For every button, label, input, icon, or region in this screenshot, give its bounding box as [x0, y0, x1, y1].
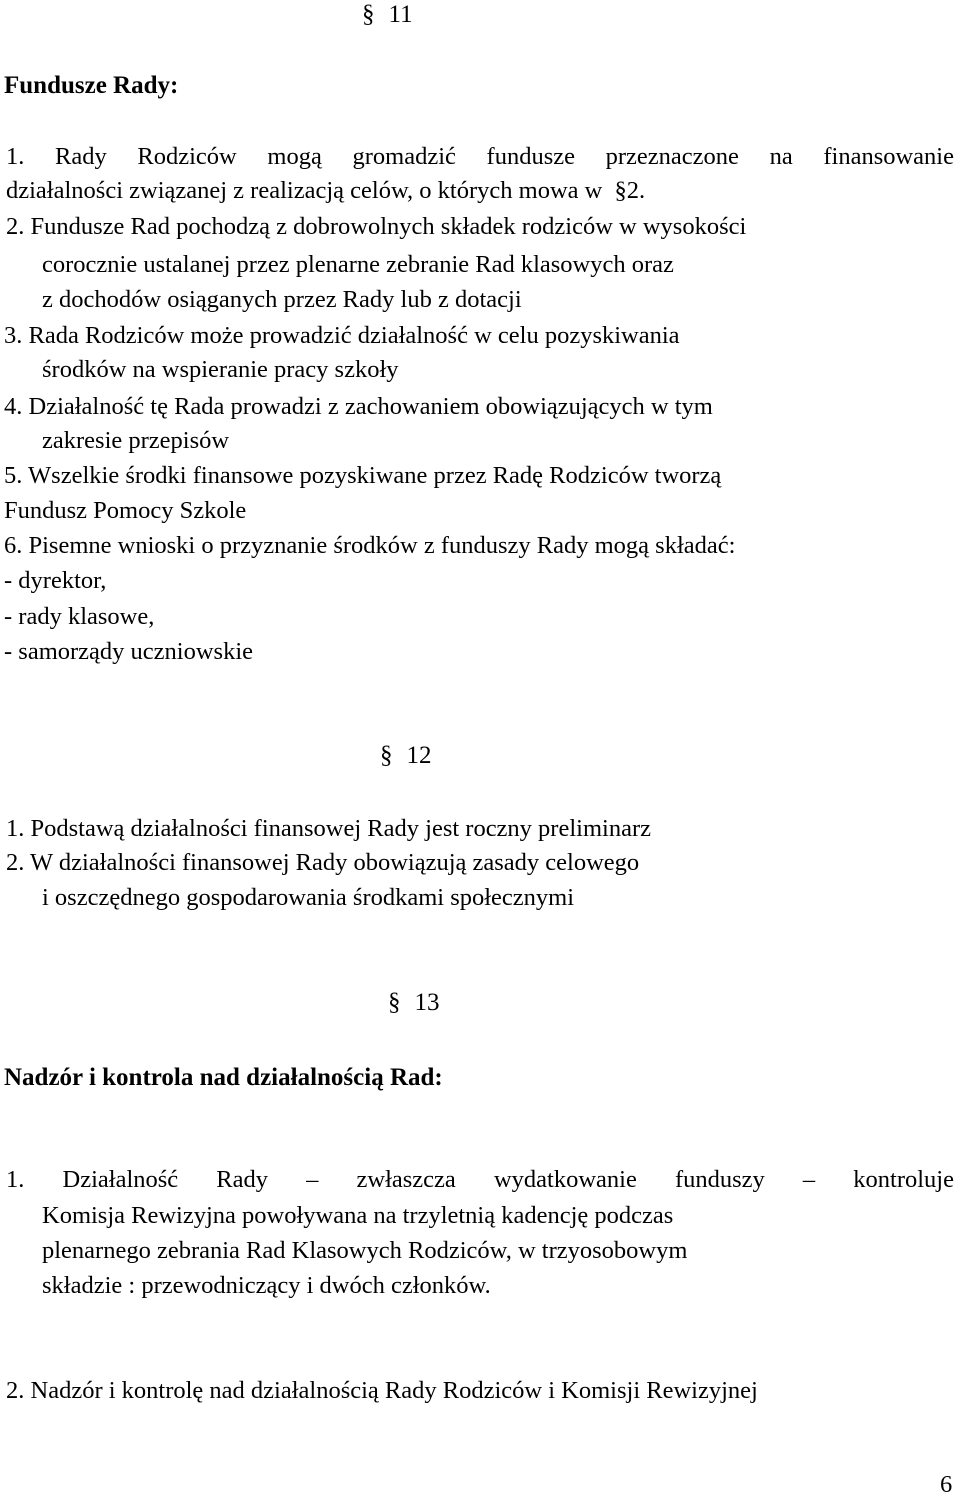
s12-item-2-line-2: i oszczędnego gospodarowania środkami społecznymi [42, 884, 575, 911]
section-11-marker [362, 2, 413, 27]
s13-item-1-line-1: 1. Działalność Rady – zwłaszcza wydatkowanie funduszy – kontroluje [6, 1166, 954, 1193]
section-13-marker [388, 990, 440, 1015]
s11-item-2-line-1: 2. Fundusze Rad pochodzą z dobrowolnych składek rodziców w wysokości [6, 213, 747, 240]
s13-item-1-line-3: plenarnego zebrania Rad Klasowych Rodziców, w trzyosobowym [42, 1237, 688, 1264]
section-number: 11 [388, 1, 413, 28]
s11-list-dyrektor: - dyrektor, [4, 567, 107, 594]
s11-item-4-line-1: 4. Działalność tę Rada prowadzi z zachowaniem obowiązujących w tym [4, 393, 713, 420]
section-symbol: § [380, 742, 393, 769]
heading-nadzor-i-kontrola: Nadzór i kontrola nad działalnością Rad: [4, 1064, 443, 1091]
s11-item-3-line-2: środków na wspieranie pracy szkoły [42, 356, 399, 383]
s13-item-1-line-2: Komisja Rewizyjna powoływana na trzyletnią kadencję podczas [42, 1202, 674, 1229]
s11-item-3-line-1: 3. Rada Rodziców może prowadzić działalność w celu pozyskiwania [4, 322, 680, 349]
s11-item-5-line-1: 5. Wszelkie środki finansowe pozyskiwane przez Radę Rodziców tworzą [4, 462, 722, 489]
section-symbol: § [388, 989, 401, 1016]
s11-list-samorzady: - samorządy uczniowskie [4, 638, 253, 665]
s11-item-4-line-2: zakresie przepisów [42, 427, 230, 454]
s12-item-2-line-1: 2. W działalności finansowej Rady obowiązują zasady celowego [6, 849, 640, 876]
s11-item-2-line-2: corocznie ustalanej przez plenarne zebranie Rad klasowych oraz [42, 251, 674, 278]
section-symbol: § [362, 1, 375, 28]
s11-item-1-line-1: 1. Rady Rodziców mogą gromadzić fundusze przeznaczone na finansowanie [6, 143, 954, 170]
s13-item-1-line-4: składzie : przewodniczący i dwóch członków. [42, 1272, 491, 1299]
section-number: 13 [414, 989, 440, 1016]
s11-item-6-line-1: 6. Pisemne wnioski o przyznanie środków z funduszy Rady mogą składać: [4, 532, 736, 559]
s11-list-rady-klasowe: - rady klasowe, [4, 603, 155, 630]
s11-item-1-line-2: działalności związanej z realizacją celów, o których mowa w §2. [6, 177, 646, 204]
s11-item-2-line-3: z dochodów osiąganych przez Rady lub z dotacji [42, 286, 522, 313]
section-number: 12 [406, 742, 432, 769]
s11-item-5-line-2: Fundusz Pomocy Szkole [4, 497, 247, 524]
s13-item-2: 2. Nadzór i kontrolę nad działalnością Rady Rodziców i Komisji Rewizyjnej [6, 1377, 758, 1404]
page-number: 6 [940, 1471, 953, 1498]
heading-fundusze-rady: Fundusze Rady: [4, 72, 179, 99]
section-12-marker [380, 743, 432, 768]
s12-item-1: 1. Podstawą działalności finansowej Rady jest roczny preliminarz [6, 815, 651, 842]
